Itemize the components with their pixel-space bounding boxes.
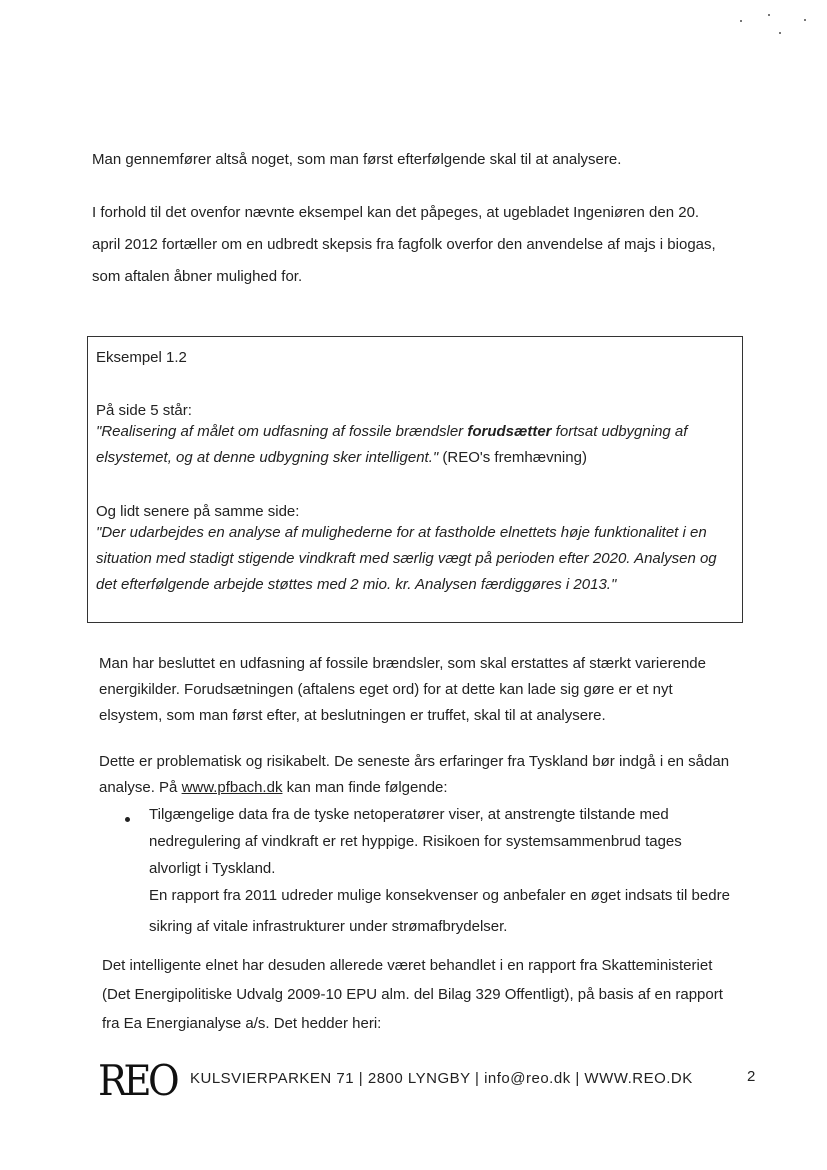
paragraph-line: Man har besluttet en udfasning af fossile brændsler, som skal erstattes af stærkt varierende bbox=[99, 655, 706, 672]
scan-speck bbox=[779, 32, 781, 34]
quote-2-line: "Der udarbejdes en analyse af mulighederne for at fastholde elnettets høje funktionalitet i en bbox=[96, 524, 707, 541]
quote-2-line: situation med stadigt stigende vindkraft med særlig vægt på perioden efter 2020. Analysen og bbox=[96, 550, 717, 567]
scan-speck bbox=[740, 20, 742, 22]
paragraph-line: som aftalen åbner mulighed for. bbox=[92, 268, 303, 285]
paragraph-line: energikilder. Forudsætningen (aftalens eget ord) for at dette kan lade sig gøre er et nyt bbox=[99, 681, 673, 698]
scan-speck bbox=[768, 14, 770, 16]
paragraph-line: april 2012 fortæller om en udbredt skepsis fra fagfolk overfor den anvendelse af majs i biogas, bbox=[92, 236, 716, 253]
paragraph-2 bbox=[92, 197, 742, 293]
bullet-icon bbox=[125, 817, 130, 822]
paragraph-line: analyse. På www.pfbach.dk kan man finde følgende: bbox=[99, 779, 448, 796]
paragraph-line: I forhold til det ovenfor nævnte eksempel kan det påpeges, at ugebladet Ingeniøren den 20. bbox=[92, 204, 700, 221]
example-intro-2: Og lidt senere på samme side: bbox=[96, 503, 300, 520]
paragraph-line: fra Ea Energianalyse a/s. Det hedder heri: bbox=[102, 1015, 382, 1032]
example-title: Eksempel 1.2 bbox=[96, 349, 187, 366]
quote-1-line-1: "Realisering af målet om udfasning af fossile brændsler forudsætter fortsat udbygning af bbox=[96, 423, 688, 440]
bullet-item bbox=[149, 801, 799, 940]
reo-logo: REO bbox=[98, 1056, 176, 1105]
paragraph-line: (Det Energipolitiske Udvalg 2009-10 EPU alm. del Bilag 329 Offentligt), på basis af en rapport bbox=[102, 986, 723, 1003]
paragraph-line: Det intelligente elnet har desuden allerede været behandlet i en rapport fra Skatteministeriet bbox=[102, 957, 713, 974]
paragraph-3 bbox=[99, 651, 749, 729]
page-number: 2 bbox=[747, 1068, 756, 1085]
footer-address: KULSVIERPARKEN 71 | 2800 LYNGBY | info@reo.dk | WWW.REO.DK bbox=[190, 1070, 693, 1087]
paragraph-line: elsystem, som man først efter, at beslutningen er truffet, skal til at analysere. bbox=[99, 707, 606, 724]
bullet-line: En rapport fra 2011 udreder mulige konsekvenser og anbefaler en øget indsats til bedre bbox=[149, 887, 730, 904]
quote-2-line: det efterfølgende arbejde støttes med 2 mio. kr. Analysen færdiggøres i 2013." bbox=[96, 576, 617, 593]
paragraph-1 bbox=[92, 146, 742, 174]
paragraph-4 bbox=[99, 749, 749, 801]
example-box bbox=[87, 336, 743, 623]
bullet-line: alvorligt i Tyskland. bbox=[149, 860, 276, 877]
quote-1-line-2: elsystemet, og at denne udbygning sker intelligent." (REO's fremhævning) bbox=[96, 449, 587, 466]
paragraph-5 bbox=[102, 951, 752, 1038]
example-intro-1: På side 5 står: bbox=[96, 402, 192, 419]
paragraph-line: Dette er problematisk og risikabelt. De seneste års erfaringer fra Tyskland bør indgå i en sådan bbox=[99, 753, 730, 770]
bullet-line: sikring af vitale infrastrukturer under strømafbrydelser. bbox=[149, 918, 508, 935]
scan-speck bbox=[804, 19, 806, 21]
bullet-line: Tilgængelige data fra de tyske netoperatører viser, at anstrengte tilstande med bbox=[149, 806, 669, 823]
paragraph-line: Man gennemfører altså noget, som man først efterfølgende skal til at analysere. bbox=[92, 151, 622, 168]
pfbach-link[interactable]: www.pfbach.dk bbox=[181, 779, 283, 796]
bullet-line: nedregulering af vindkraft er ret hyppige. Risikoen for systemsammenbrud tages bbox=[149, 833, 682, 850]
